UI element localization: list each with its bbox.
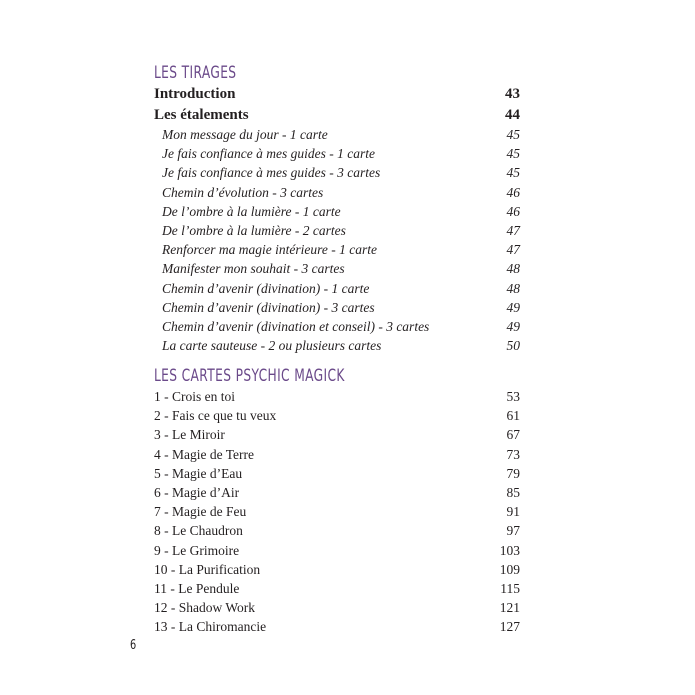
toc-entry-page: 97	[506, 523, 520, 539]
toc-entry-page: 61	[506, 408, 520, 424]
toc-subentry[interactable]	[154, 163, 520, 182]
toc-card-entry[interactable]	[154, 521, 520, 540]
toc-subentry[interactable]	[154, 202, 520, 221]
toc-entry-label: 13 - La Chiromancie	[154, 619, 267, 635]
toc-subentry[interactable]	[154, 240, 520, 259]
toc-entry-page: 73	[506, 446, 520, 462]
toc-entry-label: Manifester mon souhait - 3 cartes	[162, 261, 345, 277]
toc-entry-page: 67	[506, 427, 520, 443]
toc-entry-page: 103	[499, 542, 520, 558]
toc-entry-label: Mon message du jour - 1 carte	[162, 127, 328, 142]
toc-entry-label: Je fais confiance à mes guides - 3 cartes	[162, 165, 381, 181]
toc-entry-label: 1 - Crois en toi	[154, 389, 235, 404]
toc-entry-label: Chemin d’avenir (divination) - 3 cartes	[162, 299, 375, 315]
toc-card-entry[interactable]	[154, 445, 520, 464]
toc-entry-label: Introduction	[154, 86, 236, 102]
toc-entry-label: 8 - Le Chaudron	[154, 523, 243, 539]
toc-entry-label: Chemin d’avenir (divination) - 1 carte	[162, 280, 370, 296]
section-title-tirages: LES TIRAGES	[154, 63, 237, 83]
toc-card-entry[interactable]	[154, 425, 520, 444]
toc-entry-label: La carte sauteuse - 2 ou plusieurs cartes	[162, 338, 382, 354]
toc-entry-introduction[interactable]	[154, 84, 520, 105]
toc-card-entry[interactable]	[154, 502, 520, 521]
toc-entry-page: 48	[506, 261, 520, 277]
toc-entry-page: 47	[506, 242, 520, 258]
toc-entry-label: Les étalements	[154, 106, 249, 123]
page-number: 6	[130, 638, 137, 653]
toc-entry-page: 109	[499, 561, 520, 577]
toc-entry-label: Chemin d’évolution - 3 cartes	[162, 184, 324, 200]
toc-entry-label: 5 - Magie d’Eau	[154, 465, 243, 481]
toc-entry-label: 2 - Fais ce que tu veux	[154, 408, 277, 424]
toc-entry-page: 45	[506, 165, 520, 181]
toc-entry-label: 3 - Le Miroir	[154, 427, 225, 443]
toc-entry-page: 44	[505, 106, 520, 123]
toc-subentry[interactable]	[154, 221, 520, 240]
toc-entry-page: 53	[506, 389, 520, 404]
toc-card-entry[interactable]	[154, 541, 520, 560]
toc-entry-label: 4 - Magie de Terre	[154, 446, 255, 462]
toc-entry-page: 43	[505, 86, 520, 102]
toc-subentry[interactable]	[154, 317, 520, 336]
toc-entry-label: 6 - Magie d’Air	[154, 484, 240, 500]
toc-entry-page: 49	[506, 299, 520, 315]
toc-subentry[interactable]	[154, 125, 520, 144]
toc-subentry[interactable]	[154, 298, 520, 317]
toc-card-entry[interactable]	[154, 598, 520, 617]
toc-entry-page: 45	[506, 127, 520, 142]
toc-entry-label: Chemin d’avenir (divination et conseil) - 3 cartes	[162, 318, 430, 334]
toc-entry-page: 49	[506, 318, 520, 334]
toc-entry-label: 11 - Le Pendule	[154, 580, 240, 596]
toc-card-entry[interactable]	[154, 579, 520, 598]
toc-card-entry[interactable]	[154, 464, 520, 483]
toc-entry-page: 46	[506, 184, 520, 200]
toc-entry-label: Je fais confiance à mes guides - 1 carte	[162, 146, 375, 162]
toc-card-entry[interactable]	[154, 483, 520, 502]
toc-entry-page: 50	[506, 338, 520, 354]
toc-entry-etalements[interactable]	[154, 105, 520, 126]
toc-card-entry[interactable]	[154, 387, 520, 406]
toc-entry-label: 9 - Le Grimoire	[154, 542, 240, 558]
toc-entry-label: 12 - Shadow Work	[154, 600, 256, 616]
toc-subentry[interactable]	[154, 336, 520, 355]
toc-entry-label: 7 - Magie de Feu	[154, 504, 247, 520]
toc-list-tirages	[154, 84, 520, 355]
toc-entry-label: De l’ombre à la lumière - 1 carte	[162, 203, 341, 219]
section-title-cartes: LES CARTES PSYCHIC MAGICK	[154, 366, 345, 386]
toc-entry-page: 121	[499, 600, 520, 616]
toc-entry-page: 127	[499, 619, 520, 635]
toc-entry-page: 79	[506, 465, 520, 481]
toc-entry-page: 46	[506, 203, 520, 219]
toc-entry-label: 10 - La Purification	[154, 561, 261, 577]
toc-entry-label: De l’ombre à la lumière - 2 cartes	[162, 222, 346, 238]
toc-card-entry[interactable]	[154, 560, 520, 579]
toc-entry-page: 45	[506, 146, 520, 162]
toc-entry-label: Renforcer ma magie intérieure - 1 carte	[162, 242, 377, 258]
toc-subentry[interactable]	[154, 259, 520, 278]
toc-card-entry[interactable]	[154, 406, 520, 425]
toc-subentry[interactable]	[154, 144, 520, 163]
toc-entry-page: 91	[506, 504, 520, 520]
toc-entry-page: 85	[506, 484, 520, 500]
toc-card-entry[interactable]	[154, 617, 520, 636]
toc-entry-page: 47	[506, 222, 520, 238]
toc-entry-page: 115	[500, 580, 520, 596]
toc-list-cartes	[154, 387, 520, 636]
toc-entry-page: 48	[506, 280, 520, 296]
toc-subentry[interactable]	[154, 183, 520, 202]
toc-subentry[interactable]	[154, 279, 520, 298]
